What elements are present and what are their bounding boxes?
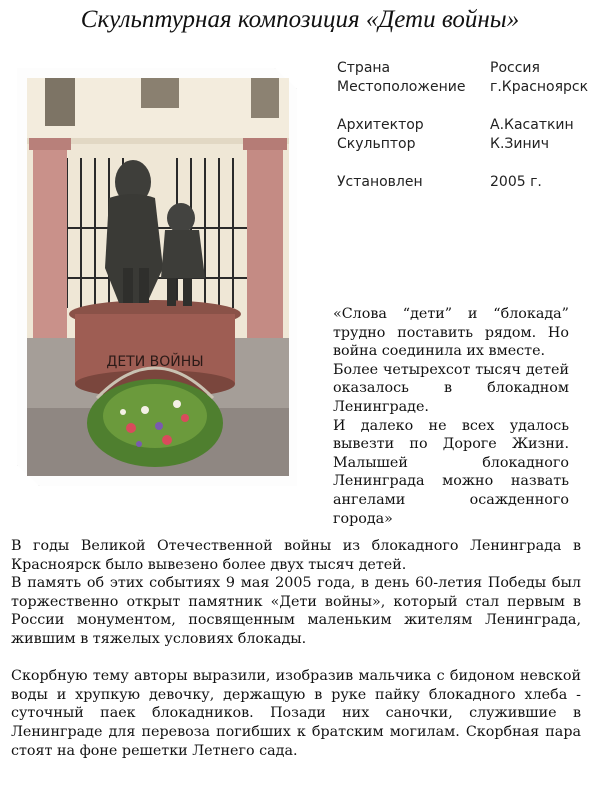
info-row-sculptor: [337, 136, 597, 156]
body-paragraph: Скорбную тему авторы выразили, изобразив мальчика с бидоном невской воды и хрупкую девочку, держащую в руке пайку блокадного хлеба - суточный паек блокадников. Позади них саночки, служившие в Ленинграде для перевоза погибших к братским могилам. Скорбная пара стоят на фоне решетки Летнего сада.: [11, 668, 581, 759]
info-value: Россия: [490, 60, 540, 76]
info-label: Местоположение: [337, 79, 466, 95]
info-value: К.Зинич: [490, 136, 549, 152]
info-label: Страна: [337, 60, 391, 76]
info-label: Скульптор: [337, 136, 416, 152]
body-paragraph: В память об этих событиях 9 мая 2005 года, в день 60-летия Победы был торжественно открыт памятник «Дети войны», который стал первым в России монументом, посвященным маленьким жителям Ленинграда, жившим в тяжелых условиях блокады.: [11, 575, 581, 647]
quote-block: [333, 305, 569, 528]
info-row-installed: [337, 174, 597, 194]
body-paragraph: В годы Великой Отечественной войны из блокадного Ленинграда в Красноярск было вывезено более двух тысяч детей.: [11, 538, 581, 573]
info-row-architect: [337, 117, 597, 137]
info-value: г.Красноярск: [490, 79, 589, 95]
pedestal-inscription: ДЕТИ ВОЙНЫ: [106, 354, 204, 370]
page-title: Скульптурная композиция «Дети войны»: [80, 6, 520, 33]
article-body: [11, 537, 581, 760]
info-value: А.Касаткин: [490, 117, 574, 133]
info-row-location: [337, 79, 597, 99]
quote-paragraph: И далеко не всех удалось вывезти по Дороге Жизни. Малышей блокадного Ленинграда можно назвать ангелами осажденного города»: [333, 417, 569, 527]
quote-paragraph: «Слова “дети” и “блокада” трудно поставить рядом. Но война соединила их вместе.: [333, 306, 569, 360]
info-label: Установлен: [337, 174, 423, 190]
info-label: Архитектор: [337, 117, 424, 133]
monument-photo: [27, 78, 289, 476]
quote-paragraph: Более четырехсот тысяч детей оказалось в блокадном Ленинграде.: [333, 361, 569, 415]
info-value: 2005 г.: [490, 174, 542, 190]
info-row-country: [337, 60, 597, 80]
